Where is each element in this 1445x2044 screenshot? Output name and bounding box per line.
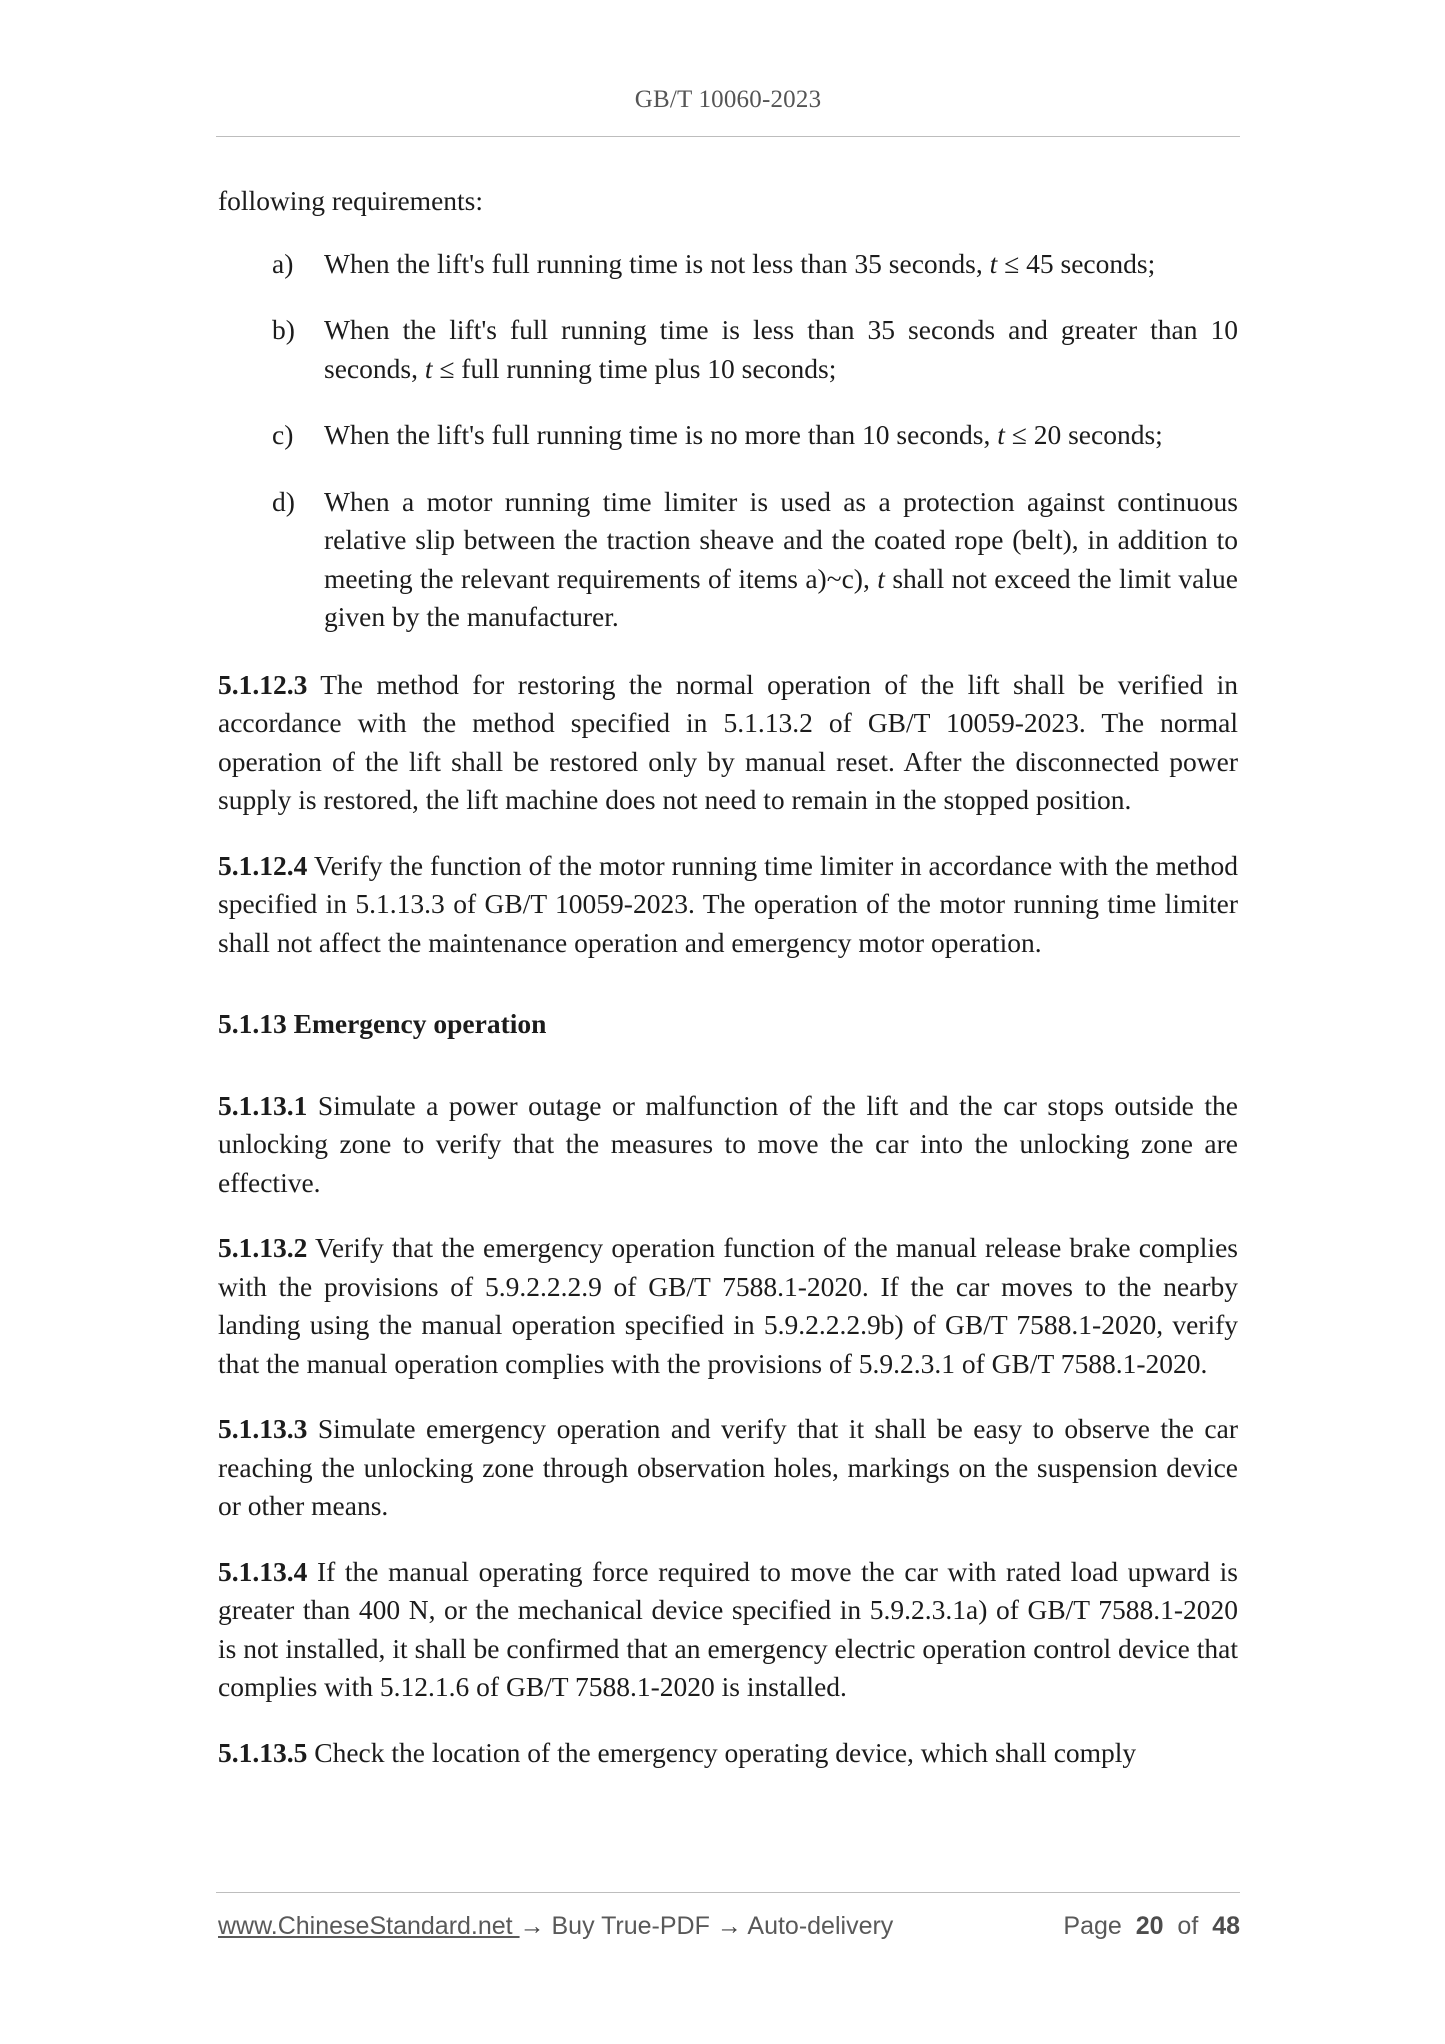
clause-number: 5.1.13.2 [218, 1232, 308, 1263]
page-body [218, 182, 1238, 1799]
footer-divider [216, 1892, 1240, 1893]
list-item-a [218, 245, 1238, 284]
list-label: d) [272, 485, 295, 517]
clause-5-1-13-3: 5.1.13.3 Simulate emergency operation and verify that it shall be easy to observe the car reaching the unlocking zone through observation holes, markings on the suspension device or other means. [218, 1413, 1238, 1521]
current-page: 20 [1135, 1912, 1164, 1940]
clause-number: 5.1.12.3 [218, 668, 308, 700]
list-text: When the lift's full running time is less than 35 seconds and greater than 10 seconds, t ≤ full running time plus 10 seconds; [324, 314, 1238, 384]
clause-5-1-13-4: 5.1.13.4 If the manual operating force required to move the car with rated load upward is greater than 400 N, or the mechanical device specified in 5.9.2.3.1a) of GB/T 7588.1-2020 is not installed, it shall be confirmed that an emergency electric operation control device that complies with 5.12.1.6 of GB/T 7588.1-2020 is installed. [218, 1555, 1238, 1702]
list-text: When a motor running time limiter is used as a protection against continuous relative slip between the traction sheave and the coated rope (belt), in addition to meeting the relevant requirements of items a)~c), t shall not exceed the limit value given by the manufacturer. [324, 485, 1238, 632]
list-item-d [218, 483, 1238, 637]
clause-5-1-13-2: 5.1.13.2 Verify that the emergency operation function of the manual release brake complies with the provisions of 5.9.2.2.2.9 of GB/T 7588.1-2020. If the car moves to the nearby landing using the manual operation specified in 5.9.2.2.2.9b) of GB/T 7588.1-2020, verify that the manual operation complies with the provisions of 5.9.2.3.1 of GB/T 7588.1-2020. [218, 1232, 1238, 1379]
clause-5-1-13-5: 5.1.13.5 Check the location of the emergency operating device, which shall comply [218, 1736, 1137, 1768]
total-pages: 48 [1212, 1912, 1240, 1940]
list-label: c) [272, 419, 294, 450]
clause-5-1-13-1: 5.1.13.1 Simulate a power outage or malfunction of the lift and the car stops outside the unlocking zone to verify that the measures to move the car into the unlocking zone are effective. [218, 1089, 1238, 1198]
site-link[interactable]: www.ChineseStandard.net [218, 1912, 520, 1940]
buy-text: Buy True-PDF [544, 1912, 717, 1940]
page-footer [218, 1912, 1240, 1946]
list-item-c [218, 416, 1238, 455]
lead-text: following requirements: [218, 185, 484, 216]
list-text: When the lift's full running time is no more than 10 seconds, t ≤ 20 seconds; [324, 419, 1163, 450]
clause-number: 5.1.13.4 [218, 1555, 308, 1587]
delivery-text: Auto-delivery [741, 1912, 894, 1940]
footer-promo [218, 1912, 893, 1941]
clause-5-1-12-3: 5.1.12.3 The method for restoring the normal operation of the lift shall be verified in accordance with the method specified in 5.1.13.2 of GB/T 10059-2023. The normal operation of the lift shall be restored only by manual reset. After the disconnected power supply is restored, the lift machine does not need to remain in the stopped position. [218, 668, 1238, 815]
clause-number: 5.1.13.1 [218, 1089, 308, 1121]
arrow-right-icon: → [716, 1912, 742, 1940]
page-counter: Page 20 of 48 [1063, 1912, 1240, 1940]
section-heading: 5.1.13 Emergency operation [218, 1008, 547, 1039]
header-divider [216, 136, 1240, 137]
clause-number: 5.1.13.5 [218, 1736, 308, 1768]
clause-5-1-12-4: 5.1.12.4 Verify the function of the motor running time limiter in accordance with the method specified in 5.1.13.3 of GB/T 10059-2023. The operation of the motor running time limiter shall not affect the maintenance operation and emergency motor operation. [218, 849, 1238, 958]
list-label: b) [272, 314, 295, 345]
arrow-right-icon: → [519, 1912, 545, 1940]
clause-number: 5.1.13.3 [218, 1413, 308, 1444]
list-label: a) [272, 247, 294, 279]
clause-number: 5.1.12.4 [218, 849, 308, 881]
running-header: GB/T 10060-2023 [634, 86, 822, 113]
list-text: When the lift's full running time is not less than 35 seconds, t ≤ 45 seconds; [324, 247, 1156, 279]
list-item-b [218, 311, 1238, 388]
